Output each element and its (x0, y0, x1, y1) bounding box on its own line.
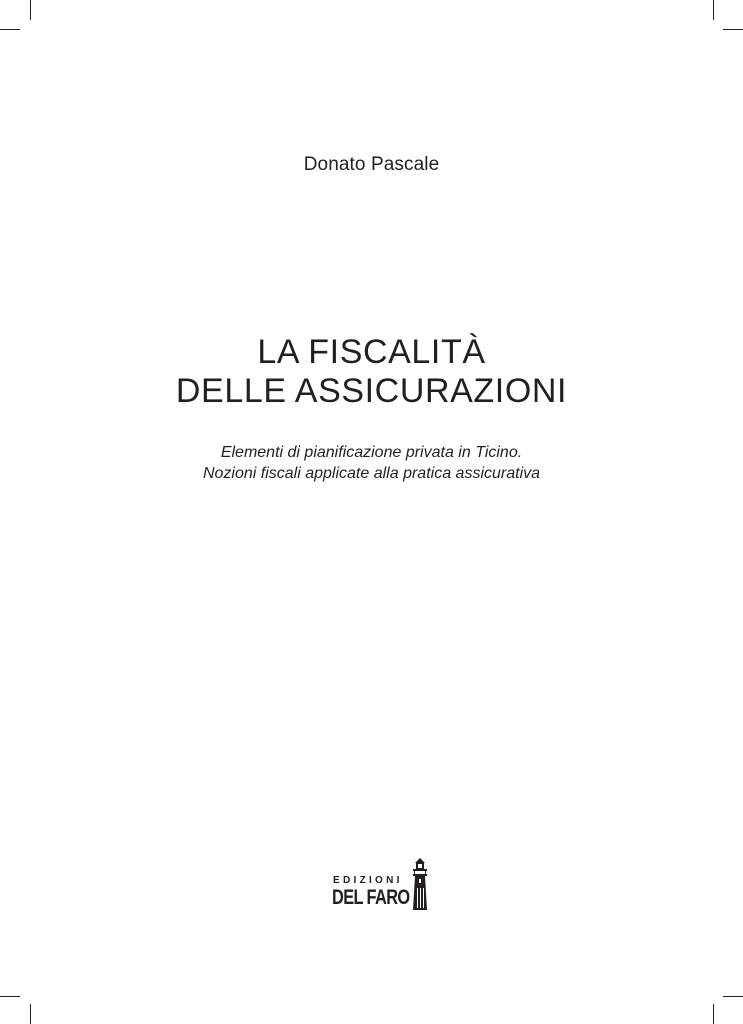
publisher-logo (331, 856, 431, 912)
crop-mark-bottom-right-horizontal (723, 996, 743, 997)
lighthouse-icon (411, 858, 429, 910)
crop-mark-bottom-right (713, 1004, 714, 1024)
author-name: Donato Pascale (303, 154, 440, 175)
book-subtitle-line-2: Nozioni fiscali applicate alla pratica assicurativa (202, 465, 541, 482)
book-title-line-2: DELLE ASSICURAZIONI (175, 372, 568, 410)
book-subtitle (0, 442, 743, 484)
book-title-line-1: LA FISCALITÀ (257, 333, 486, 371)
book-title (0, 333, 743, 411)
crop-mark-top-right (713, 0, 714, 20)
crop-mark-top-left (30, 0, 31, 20)
book-subtitle-line-1: Elementi di pianificazione privata in Ticino. (220, 444, 523, 461)
crop-mark-top-left-horizontal (0, 29, 20, 30)
crop-mark-top-right-horizontal (723, 29, 743, 30)
crop-mark-bottom-left-horizontal (0, 996, 20, 997)
crop-mark-bottom-left (30, 1004, 31, 1024)
publisher-logo-del-faro: DEL FARO (332, 886, 410, 909)
publisher-logo-edizioni: EDIZIONI (333, 875, 403, 886)
